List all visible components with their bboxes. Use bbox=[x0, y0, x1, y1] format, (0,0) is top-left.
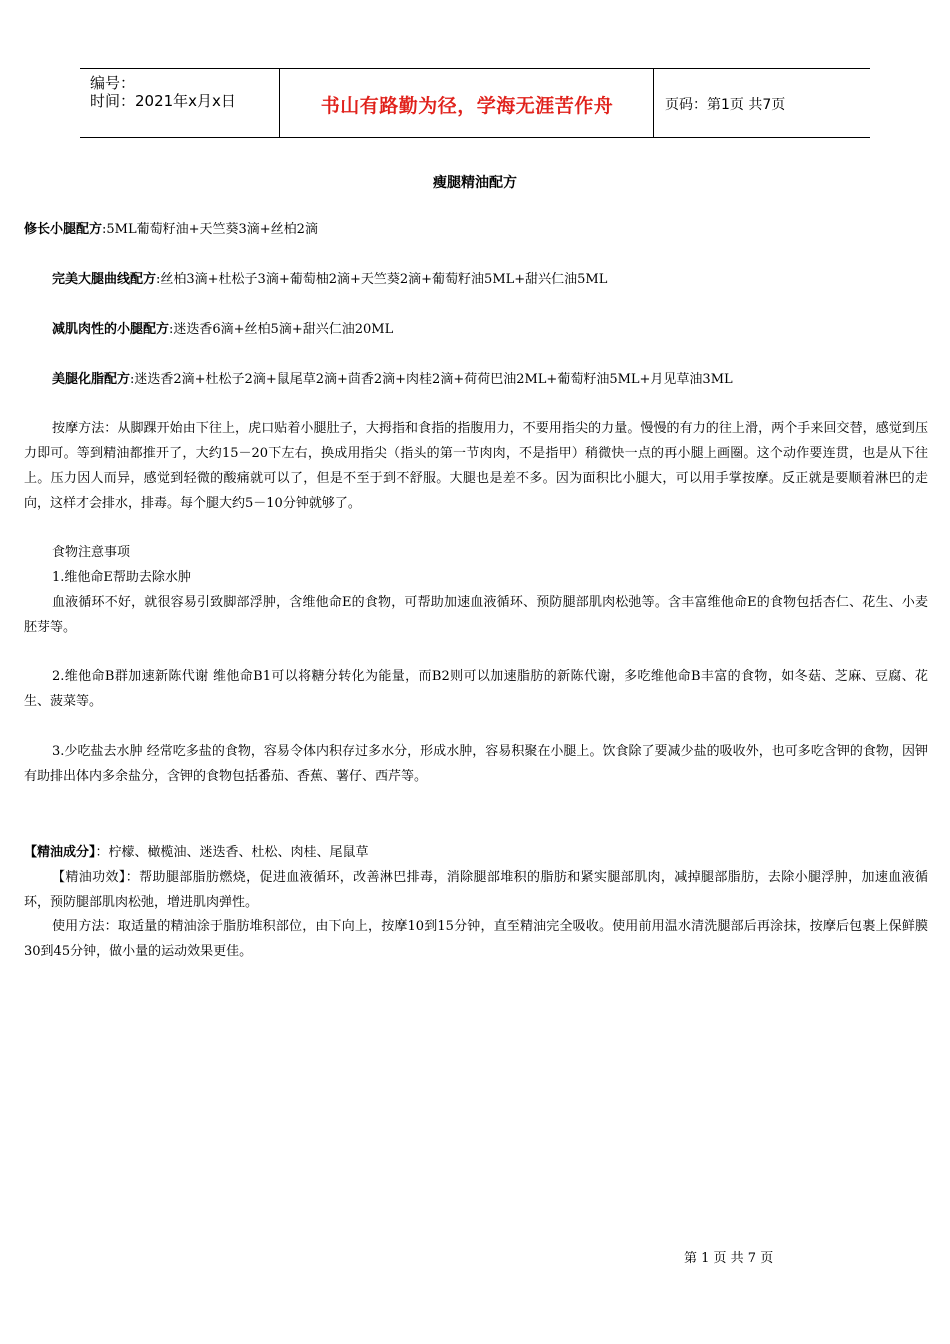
formula-3 bbox=[24, 317, 928, 342]
header-page-cell bbox=[655, 69, 870, 137]
header-motto: 书山有路勤为径，学海无涯苦作舟 bbox=[320, 95, 614, 117]
document-time: 时间：2021年x月x日 bbox=[90, 92, 236, 110]
formula-text: :迷迭香6滴+丝柏5滴+甜兴仁油20ML bbox=[169, 322, 394, 337]
usage-paragraph: 使用方法：取适量的精油涂于脂肪堆积部位，由下向上，按摩10到15分钟，直至精油完全吸收。使用前用温水清洗腿部后再涂抹，按摩后包裹上保鲜膜30到45分钟，做小量的运动效果更佳。 bbox=[24, 919, 928, 959]
header-motto-cell bbox=[281, 69, 654, 137]
food-item-2: 2.维他命B群加速新陈代谢 维他命B1可以将糖分转化为能量，而B2则可以加速脂肪的新陈代谢，多吃维他命B丰富的食物，如冬菇、芝麻、豆腐、花生、菠菜等。 bbox=[24, 669, 928, 709]
formula-4 bbox=[24, 367, 928, 392]
food-item-1-title: 1.维他命E帮助去除水肿 bbox=[52, 570, 191, 585]
header-table bbox=[80, 68, 870, 138]
formula-text: :丝柏3滴+杜松子3滴+葡萄柚2滴+天竺葵2滴+葡萄籽油5ML+甜兴仁油5ML bbox=[156, 272, 608, 287]
header-page-number: 页码：第1页 共7页 bbox=[665, 97, 786, 113]
formula-text: :5ML葡萄籽油+天竺葵3滴+丝柏2滴 bbox=[102, 222, 318, 237]
formula-text: :迷迭香2滴+杜松子2滴+鼠尾草2滴+茴香2滴+肉桂2滴+荷荷巴油2ML+葡萄籽油5ML+月见草油3ML bbox=[130, 372, 733, 387]
food-heading: 食物注意事项 bbox=[52, 545, 131, 560]
formula-name: 美腿化脂配方 bbox=[52, 372, 131, 387]
ingredients-label: 【精油成分】 bbox=[24, 845, 96, 860]
massage-paragraph: 按摩方法：从脚踝开始由下往上，虎口贴着小腿肚子，大拇指和食指的指腹用力，不要用指尖的力量。慢慢的有力的往上滑，两个手来回交替，感觉到压力即可。等到精油都推开了，大约15－20下左右，换成用指尖（指头的第一节肉肉，不是指甲）稍微快一点的再小腿上画圈。这个动作要连贯，也是从下往上。压力因人而异，感觉到轻微的酸痛就可以了，但是不至于到不舒服。大腿也是差不多。因为面积比小腿大，可以用手掌按摩。反正就是要顺着淋巴的走向，这样才会排水，排毒。每个腿大约5－10分钟就够了。 bbox=[24, 421, 928, 511]
document-number: 编号： bbox=[90, 74, 136, 92]
document-title: 瘦腿精油配方 bbox=[433, 175, 517, 191]
ingredients-text: ：柠檬、橄榄油、迷迭香、杜松、肉桂、尾鼠草 bbox=[95, 845, 369, 860]
food-item-3: 3.少吃盐去水肿 经常吃多盐的食物，容易令体内积存过多水分，形成水肿，容易积聚在小腿上。饮食除了要减少盐的吸收外，也可多吃含钾的食物，因钾有助排出体内多余盐分，含钾的食物包括番茄、香蕉、薯仔、西芹等。 bbox=[24, 744, 928, 784]
formula-name: 减肌肉性的小腿配方 bbox=[52, 322, 170, 337]
formula-2 bbox=[24, 267, 928, 292]
food-item-1-text: 血液循环不好，就很容易引致脚部浮肿，含维他命E的食物，可帮助加速血液循环、预防腿部肌肉松弛等。含丰富维他命E的食物包括杏仁、花生、小麦胚芽等。 bbox=[24, 595, 928, 635]
footer-page-number: 第 1 页 共 7 页 bbox=[684, 1251, 774, 1266]
formula-1 bbox=[24, 217, 928, 242]
ingredients-line bbox=[24, 840, 928, 865]
formula-name: 完美大腿曲线配方 bbox=[52, 272, 157, 287]
header-info-cell bbox=[80, 69, 280, 137]
effect-paragraph: 【精油功效】：帮助腿部脂肪燃烧，促进血液循环，改善淋巴排毒，消除腿部堆积的脂肪和紧实腿部肌肉，减掉腿部脂肪，去除小腿浮肿，加速血液循环，预防腿部肌肉松弛，增进肌肉弹性。 bbox=[24, 870, 928, 910]
formula-name: 修长小腿配方 bbox=[24, 222, 103, 237]
